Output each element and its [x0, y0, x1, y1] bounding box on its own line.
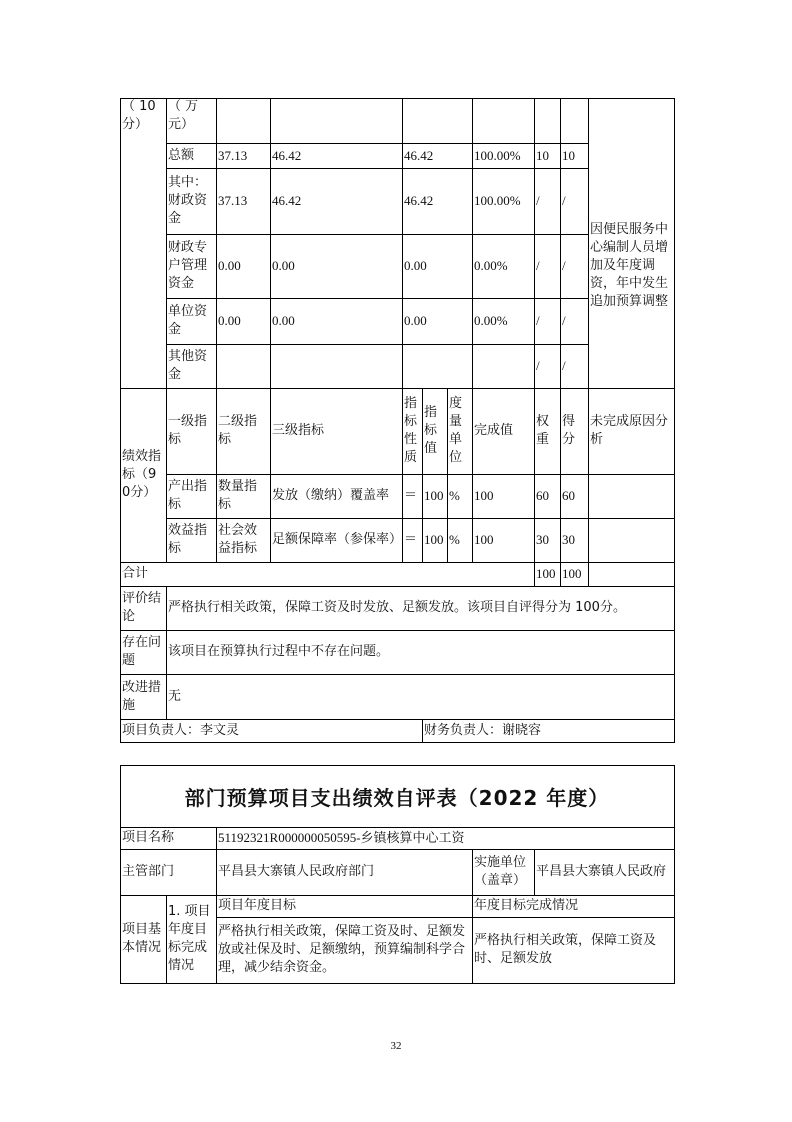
indicator-benefit-value: 100 — [424, 532, 444, 547]
header-completed: 完成值 — [474, 423, 514, 438]
basic-info-label: 项目基本情况 — [122, 922, 162, 955]
fund-fiscal-executed: 46.42 — [404, 193, 434, 208]
fund-special-budget: 0.00 — [218, 258, 241, 273]
fund-fiscal-score: / — [562, 193, 566, 208]
fund-label-other: 其他资金 — [168, 349, 208, 382]
conclusion-text: 严格执行相关政策，保障工资及时发放、足额发放。该项目自评得分为 100分。 — [168, 600, 626, 615]
indicator-benefit-l2: 社会效益指标 — [218, 523, 258, 556]
indicator-output-l3: 发放（缴纳）覆盖率 — [272, 488, 390, 503]
completion-header: 年度目标完成情况 — [474, 898, 579, 913]
header-level1: 一级指标 — [168, 414, 208, 447]
fund-total-budget: 37.13 — [218, 147, 248, 163]
indicator-benefit-score: 30 — [562, 532, 575, 547]
implementing-unit-label: 实施单位（盖章） — [474, 855, 527, 888]
fund-total-adjusted: 46.42 — [272, 147, 302, 163]
score-label: （ 10分） — [122, 99, 156, 132]
fund-label-total: 总额 — [168, 147, 195, 163]
fund-special-executed: 0.00 — [404, 258, 427, 273]
fund-other-score: / — [562, 358, 566, 373]
total-label: 合计 — [122, 566, 149, 581]
header-score: 得分 — [562, 414, 576, 447]
fund-other-rate — [472, 344, 534, 388]
header-weight: 权重 — [536, 414, 550, 447]
total-score: 100 — [562, 566, 582, 581]
total-weight: 100 — [536, 566, 556, 581]
fund-other-adjusted — [270, 344, 402, 388]
fund-label-fiscal: 其中：财政资金 — [168, 175, 208, 226]
indicator-benefit-l3: 足额保障率（参保率） — [272, 532, 402, 547]
page-number: 32 — [390, 1040, 402, 1052]
indicator-benefit-unit: % — [449, 532, 460, 547]
indicator-output-l2: 数量指标 — [218, 479, 258, 512]
indicator-output-value: 100 — [424, 488, 444, 503]
header-unit: 度量单位 — [449, 396, 463, 465]
fund-special-score: / — [562, 258, 566, 273]
indicator-output-nature: ＝ — [404, 488, 418, 503]
header-value: 指标值 — [424, 405, 438, 456]
fund-unit-executed: 0.00 — [404, 313, 427, 328]
issues-label: 存在问题 — [122, 635, 162, 668]
conclusion-label: 评价结论 — [122, 591, 162, 624]
fund-special-rate: 0.00% — [474, 258, 508, 273]
indicator-benefit-done: 100 — [474, 532, 494, 547]
fund-fiscal-adjusted: 46.42 — [272, 193, 302, 208]
annual-target-header: 项目年度目标 — [218, 898, 297, 913]
header-reason: 未完成原因分析 — [590, 414, 669, 447]
fund-fiscal-budget: 37.13 — [218, 193, 248, 208]
fund-unit-adjusted: 0.00 — [272, 313, 295, 328]
fund-total-score: 10 — [562, 147, 575, 163]
dept-value: 平昌县大寨镇人民政府部门 — [218, 864, 375, 879]
indicator-output-score: 60 — [562, 488, 575, 503]
dept-label: 主管部门 — [122, 864, 175, 879]
completion-text: 严格执行相关政策，保障工资及时、足额发放 — [474, 933, 657, 966]
indicator-output-l1: 产出指标 — [168, 479, 208, 512]
finance-responsible: 财务负责人：谢晓容 — [424, 722, 542, 738]
fund-unit-score: / — [562, 313, 566, 328]
fund-other-weight: / — [536, 358, 540, 373]
fund-fiscal-rate: 100.00% — [474, 193, 521, 208]
fund-special-adjusted: 0.00 — [272, 258, 295, 273]
indicator-benefit-nature: ＝ — [404, 532, 418, 547]
indicator-output-unit: % — [449, 488, 460, 503]
fund-other-executed — [402, 344, 472, 388]
annual-target-text: 严格执行相关政策，保障工资及时、足额发放或社保及时、足额缴纳，预算编制科学合理，减少结余资金。 — [218, 924, 466, 975]
fund-unit-weight: / — [536, 313, 540, 328]
fund-other-budget — [216, 344, 270, 388]
indicator-benefit-l1: 效益指标 — [168, 523, 208, 556]
indicator-benefit-weight: 30 — [536, 532, 549, 547]
fund-unit-budget: 0.00 — [218, 313, 241, 328]
fund-total-rate: 100.00% — [474, 147, 521, 163]
project-name-value: 51192321R000000050595-乡镇核算中心工资 — [218, 830, 465, 845]
annual-goal-label: 1. 项目年度目标完成情况 — [168, 904, 211, 973]
measures-label: 改进措施 — [122, 679, 162, 713]
issues-text: 该项目在预算执行过程中不存在问题。 — [168, 644, 390, 659]
performance-indicators-label: 绩效指标（90分） — [122, 449, 162, 500]
indicator-output-weight: 60 — [536, 488, 549, 503]
unit-label: （ 万元） — [168, 99, 199, 132]
indicator-output-done: 100 — [474, 488, 494, 503]
header-nature: 指标性质 — [404, 396, 418, 465]
fund-fiscal-weight: / — [536, 193, 540, 208]
project-responsible: 项目负责人：李文灵 — [122, 722, 240, 738]
header-level2: 二级指标 — [218, 414, 258, 447]
table-title: 部门预算项目支出绩效自评表（2022 年度） — [184, 785, 610, 810]
fund-special-weight: / — [536, 258, 540, 273]
fund-total-weight: 10 — [536, 147, 549, 163]
fund-unit-rate: 0.00% — [474, 313, 508, 328]
fund-total-executed: 46.42 — [404, 147, 434, 163]
implementing-unit-value: 平昌县大寨镇人民政府 — [536, 864, 667, 879]
fund-label-unit: 单位资金 — [168, 304, 208, 337]
fund-label-special: 财政专户管理资金 — [168, 240, 208, 291]
project-name-label: 项目名称 — [122, 830, 175, 845]
fund-deviation-reason: 因便民服务中心编制人员增加及年度调资，年中发生追加预算调整 — [590, 221, 669, 309]
measures-text: 无 — [168, 688, 182, 704]
header-level3: 三级指标 — [272, 423, 325, 438]
